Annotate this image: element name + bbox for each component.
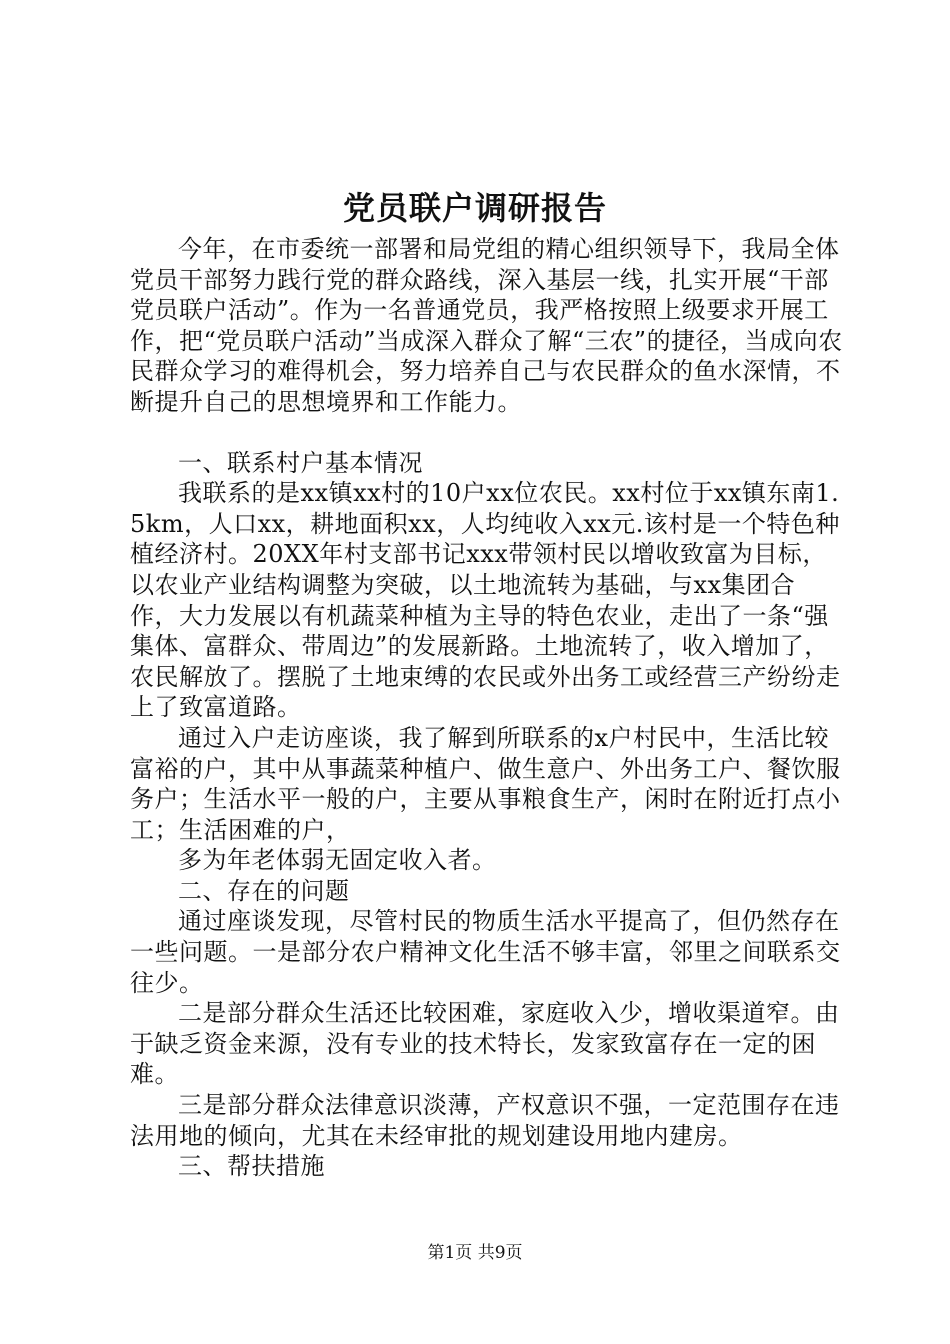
elderly-paragraph: 多为年老体弱无固定收入者。 (178, 846, 497, 875)
section-heading-2: 二、存在的问题 (178, 876, 350, 905)
village-info-paragraph: 我联系的是xx镇xx村的10户xx位农民。xx村位于xx镇东南1.5km，人口xx，耕地面积xx，人均纯收入xx元.该村是一个特色种植经济村。20XX年村支部书记xxx带领村民以增收致富为目标，以农业产业结构调整为突破，以土地流转为基础，与xx集团合作，大力发展以有机蔬菜种植为主导的特色农业，走出了一条“强集体、富群众、带周边”的发展新路。土地流转了，收入增加了，农民解放了。摆脱了土地束缚的农民或外出务工或经营三产纷纷走上了致富道路。 (130, 479, 841, 722)
problem-paragraph-1: 通过座谈发现，尽管村民的物质生活水平提高了，但仍然存在一些问题。一是部分农户精神文化生活不够丰富，邻里之间联系交往少。 (130, 907, 841, 997)
page-number: 第1页 共9页 (427, 1243, 523, 1263)
document-body (130, 234, 844, 1182)
household-visit-paragraph: 通过入户走访座谈，我了解到所联系的x户村民中，生活比较富裕的户，其中从事蔬菜种植户、做生意户、外出务工户、餐饮服务户；生活水平一般的户，主要从事粮食生产，闲时在附近打点小工；生活困难的户， (130, 723, 841, 844)
intro-paragraph: 今年，在市委统一部署和局党组的精心组织领导下，我局全体党员干部努力践行党的群众路线，深入基层一线，扎实开展“干部党员联户活动”。作为一名普通党员，我严格按照上级要求开展工作，把“党员联户活动”当成深入群众了解“三农”的捷径，当成向农民群众学习的难得机会，努力培养自己与农民群众的鱼水深情，不断提升自己的思想境界和工作能力。 (130, 235, 843, 416)
section-heading-3: 三、帮扶措施 (178, 1152, 325, 1181)
document-title: 党员联户调研报告 (342, 189, 607, 227)
problem-paragraph-3: 三是部分群众法律意识淡薄，产权意识不强，一定范围存在违法用地的倾向，尤其在未经审批的规划建设用地内建房。 (130, 1091, 840, 1150)
section-heading-1: 一、联系村户基本情况 (178, 448, 423, 477)
problem-paragraph-2: 二是部分群众生活还比较困难，家庭收入少，增收渠道窄。由于缺乏资金来源，没有专业的技术特长，发家致富存在一定的困难。 (130, 999, 840, 1089)
